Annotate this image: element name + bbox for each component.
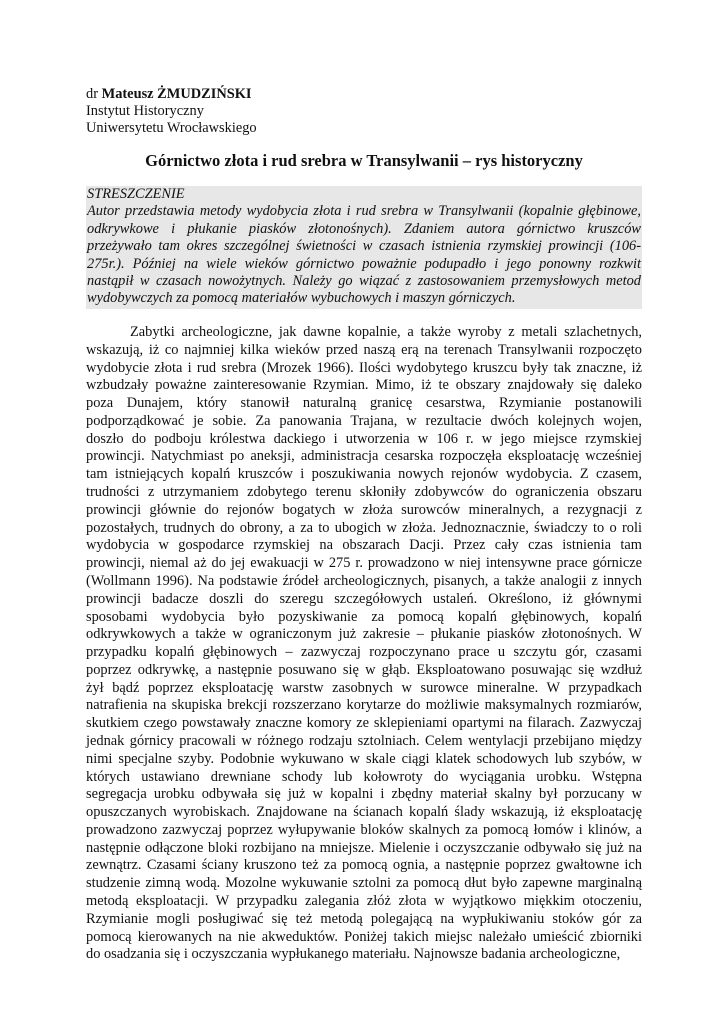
body-line: przypadku kopalń głębinowych – zazwyczaj rozpoczynano prace u szczytu gór, czasami: [86, 644, 642, 661]
body-line: pozostałych, trudnych do obrony, a za to ubogich w złoża. Jednoznacznie, świadczy to o roli: [86, 519, 642, 536]
body-line: wskazują, iż co najmniej kilka wieków przed naszą erą na terenach Transylwanii rozpoczęto: [86, 341, 642, 358]
body-line: opuszczanych wyrobiskach. Znajdowane na ścianach kopalń ślady wskazują, iż eksploatację: [86, 804, 642, 821]
body-line: doszło do podboju królestwa dackiego i utworzenia w 106 r. w jego miejsce rzymskiej: [86, 430, 642, 447]
body-line: poprzez odkrywkę, a następnie posuwano się w głąb. Eksploatowano posuwając się wzdłuż: [86, 661, 642, 678]
body-line: wzbudzały poważne zainteresowanie Rzymian. Mimo, iż te obszary znajdowały się daleko: [86, 377, 642, 394]
author-name: Mateusz ŻMUDZIŃSKI: [101, 86, 252, 102]
body-line: prowincji, niemal aż do jej ewakuacji w 275 r. prowadzono w niej intensywne prace górnicze: [86, 555, 642, 572]
author-university: Uniwersytetu Wrocławskiego: [86, 120, 257, 137]
abstract-line: odkrywkowe i płukanie piasków złotonośnych). Zdaniem autora górnictwo kruszców: [87, 220, 641, 237]
author-prefix: dr: [86, 86, 98, 102]
body-line: zewnątrz. Czasami ściany kruszono też za pomocą ognia, a następnie poprzez gwałtowne ich: [86, 857, 642, 874]
body-line: prowincji. Natychmiast po aneksji, administracja cesarska rozpoczęła eksploatację wcześniej: [86, 448, 642, 465]
abstract-heading: STRESZCZENIE: [87, 186, 185, 202]
body-line: metodą eksploatacji. W przypadku zalegania złóż złota w wyjątkowo miękkim otoczeniu,: [86, 893, 642, 909]
author-block: [86, 86, 257, 138]
body-line: segregacja urobku odbywała się już w kopalni i zbędny materiał skalny był porzucany w: [86, 786, 642, 803]
body-paragraph: [86, 324, 642, 964]
body-line: poza Dunajem, który stanowił naturalną granicę cesarstwa, Rzymianie postanowili: [86, 395, 642, 412]
author-institute: Instytut Historyczny: [86, 103, 204, 120]
body-line: pomocą kierowanych na nie akweduktów. Poniżej takich miejsc należało umieścić zbiorniki: [86, 928, 642, 945]
body-line: podporządkować je sobie. Za panowania Trajana, w rezultacie dwóch kolejnych wojen,: [86, 412, 642, 429]
abstract-line: 275r.). Później na wiele wieków górnictwo poważnie podupadło i jego ponowny rozkwit: [87, 255, 641, 272]
abstract-text: [87, 203, 641, 307]
abstract-line: Autor przedstawia metody wydobycia złota i rud srebra w Transylwanii (kopalnie głębinowe,: [87, 203, 641, 220]
abstract-line: przeżywało tam okres szczególnej świetności w czasach istnienia rzymskiej prowincji (106-: [87, 238, 641, 255]
body-line: których ustawiano drewniane schody lub kołowroty do wyciągania urobku. Wstępna: [86, 768, 642, 785]
body-line: jednak górnicy pracowali w różnego rodzaju sztolniach. Celem wentylacji przebijano między: [86, 732, 642, 749]
body-line: wydobycie złota i rud srebra (Mrozek 1966). Ilości wydobytego kruszcu były tak znaczne, iż: [86, 359, 642, 376]
body-line: do osadzania się i oczyszczania wypłukanego materiału. Najnowsze badania archeologiczne,: [86, 946, 621, 963]
body-line: nimi specjalne szyby. Podobnie wykuwano w skale ciągi klatek schodowych lub szybów, w: [86, 750, 642, 767]
body-line: prowadzono zazwyczaj poprzez wyłupywanie bloków skalnych za pomocą łomów i klinów, a: [86, 821, 642, 838]
body-line: prowincji badacze doszli do szeregu szczegółowych ustaleń. Określono, iż głównymi: [86, 590, 642, 607]
body-line: następnie odłączone bloki rozbijano na mniejsze. Mielenie i oczyszczanie odbywało się już na: [86, 839, 642, 856]
body-line: studzenie zimną wodą. Mozolne wykuwanie sztolni za pomocą dłut było zapewne marginalną: [86, 875, 642, 892]
body-line: Zabytki archeologiczne, jak dawne kopalnie, a także wyroby z metali szlachetnych,: [130, 324, 642, 340]
body-line: trudności z utrzymaniem zdobytego terenu skłoniły zdobywców do ograniczenia obszaru: [86, 484, 642, 501]
body-line: (Wollmann 1996). Na podstawie źródeł archeologicznych, pisanych, a także analogii z innych: [86, 572, 642, 589]
body-line: Rzymianie mogli posługiwać się też metodą polegającą na wypłukiwaniu stoków gór za: [86, 910, 642, 927]
paper-title: Górnictwo złota i rud srebra w Transylwanii – rys historyczny: [145, 151, 583, 170]
author-line: [86, 86, 257, 103]
abstract-line: wydobywczych za pomocą materiałów wybuchowych i maszyn górniczych.: [87, 290, 516, 307]
body-line: odkrywkowych a także w ograniczonym już zakresie – płukanie piasków złotonośnych. W: [86, 626, 642, 643]
body-line: wydobycia w gospodarce rzymskiej na obszarach Dacji. Przez cały czas istnienia tam: [86, 537, 642, 554]
body-line: skutkiem czego powstawały znaczne komory ze sklepieniami opartymi na filarach. Zazwyczaj: [86, 715, 642, 732]
body-line: natrafienia na skupiska brekcji rozszerzano korytarze do możliwie maksymalnych rozmiarów,: [86, 697, 642, 714]
abstract-box: [86, 186, 642, 309]
body-line: tam istniejących kopalń kruszców i poszukiwania nowych rejonów wydobycia. Z czasem,: [86, 466, 642, 483]
body-line: sposobami wydobycia było pozyskiwanie za pomocą kopalń głębinowych, kopalń: [86, 608, 642, 625]
body-line: prowincji głównie do rejonów bogatych w złoża surowców mineralnych, a rezygnacji z: [86, 501, 642, 518]
abstract-line: nastąpił w czasach nowożytnych. Należy go wiązać z zastosowaniem przemysłowych metod: [87, 273, 641, 290]
body-line: żył bądź poprzez eksploatację warstw zasobnych w surowce mineralne. W przypadkach: [86, 679, 642, 696]
